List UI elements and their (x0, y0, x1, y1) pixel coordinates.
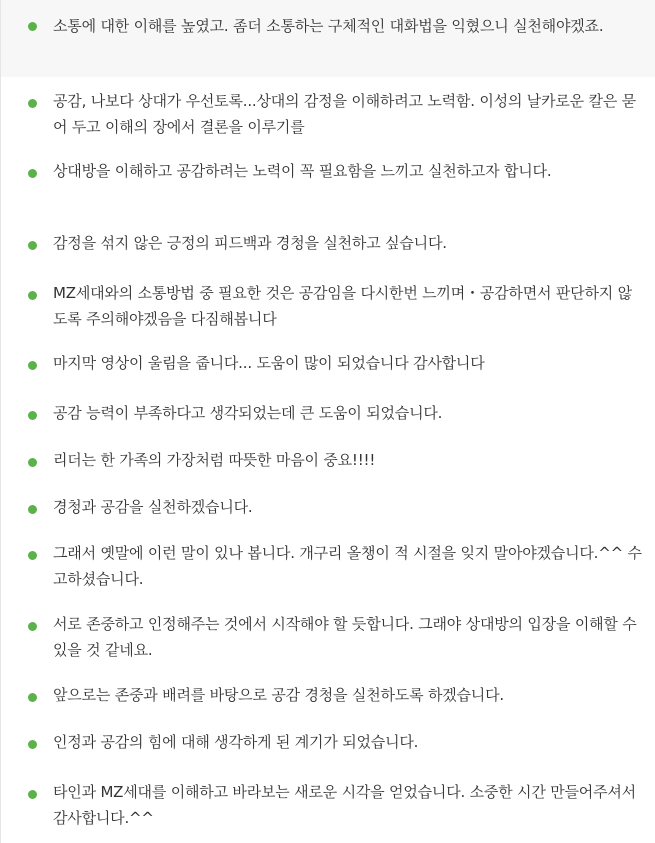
list-item (1, 600, 655, 671)
bullet-icon (28, 458, 37, 467)
list-item (1, 269, 655, 339)
list-item (1, 436, 655, 483)
bullet-icon (28, 99, 37, 108)
comment-text: 소통에 대한 이해를 높였고. 좀더 소통하는 구체적인 대화법을 익혔으니 실천해야겠죠. (53, 17, 604, 35)
bullet-icon (28, 551, 37, 560)
comment-text: 타인과 MZ세대를 이해하고 바라보는 새로운 시각을 얻었습니다. 소중한 시간 만들어주셔서 감사합니다.^^ (53, 783, 636, 827)
bullet-icon (28, 291, 37, 300)
bullet-icon (28, 790, 37, 799)
list-item (1, 147, 655, 219)
comment-text: 공감 능력이 부족하다고 생각되었는데 큰 도움이 되었습니다. (53, 404, 443, 422)
comment-text: 앞으로는 존중과 배려를 바탕으로 공감 경청을 실천하도록 하겠습니다. (53, 686, 504, 704)
comment-text: 마지막 영상이 울림을 줍니다... 도움이 많이 되었습니다 감사합니다 (53, 354, 485, 372)
comment-text: 그래서 옛말에 이런 말이 있나 봅니다. 개구리 올챙이 적 시절을 잊지 말아야겠습니다.^^ 수고하셨습니다. (53, 544, 642, 588)
list-item (1, 219, 655, 269)
list-item (1, 389, 655, 436)
list-item (1, 529, 655, 600)
list-item (1, 483, 655, 529)
bullet-icon (28, 241, 37, 250)
bullet-icon (28, 622, 37, 631)
comment-text: 감정을 섞지 않은 긍정의 피드백과 경청을 실천하고 싶습니다. (53, 234, 447, 252)
list-item (1, 768, 655, 843)
list-item (1, 671, 655, 718)
bullet-icon (28, 693, 37, 702)
bullet-icon (28, 361, 37, 370)
comment-text: 경청과 공감을 실천하겠습니다. (53, 498, 253, 516)
bullet-icon (28, 505, 37, 514)
comment-text: MZ세대와의 소통방법 중 필요한 것은 공감임을 다시한번 느끼며・공감하면서 판단하지 않도록 주의해야겠음을 다짐해봅니다 (53, 284, 632, 328)
bullet-icon (28, 411, 37, 420)
comment-text: 공감, 나보다 상대가 우선토록...상대의 감정을 이해하려고 노력함. 이성의 날카로운 칼은 묻어 두고 이해의 장에서 결론을 이루기를 (53, 92, 636, 136)
list-item (1, 77, 655, 147)
list-item (1, 339, 655, 389)
comment-text: 서로 존중하고 인정해주는 것에서 시작해야 할 듯합니다. 그래야 상대방의 입장을 이해할 수 있을 것 같네요. (53, 615, 637, 659)
list-item (1, 0, 655, 77)
comment-text: 인정과 공감의 힘에 대해 생각하게 된 계기가 되었습니다. (53, 733, 419, 751)
bullet-icon (28, 22, 37, 31)
bullet-icon (28, 740, 37, 749)
list-item (1, 718, 655, 768)
bullet-icon (28, 169, 37, 178)
comment-text: 상대방을 이해하고 공감하려는 노력이 꼭 필요함을 느끼고 실천하고자 합니다. (53, 162, 552, 180)
comment-text: 리더는 한 가족의 가장처럼 따뜻한 마음이 중요!!!! (53, 451, 376, 469)
